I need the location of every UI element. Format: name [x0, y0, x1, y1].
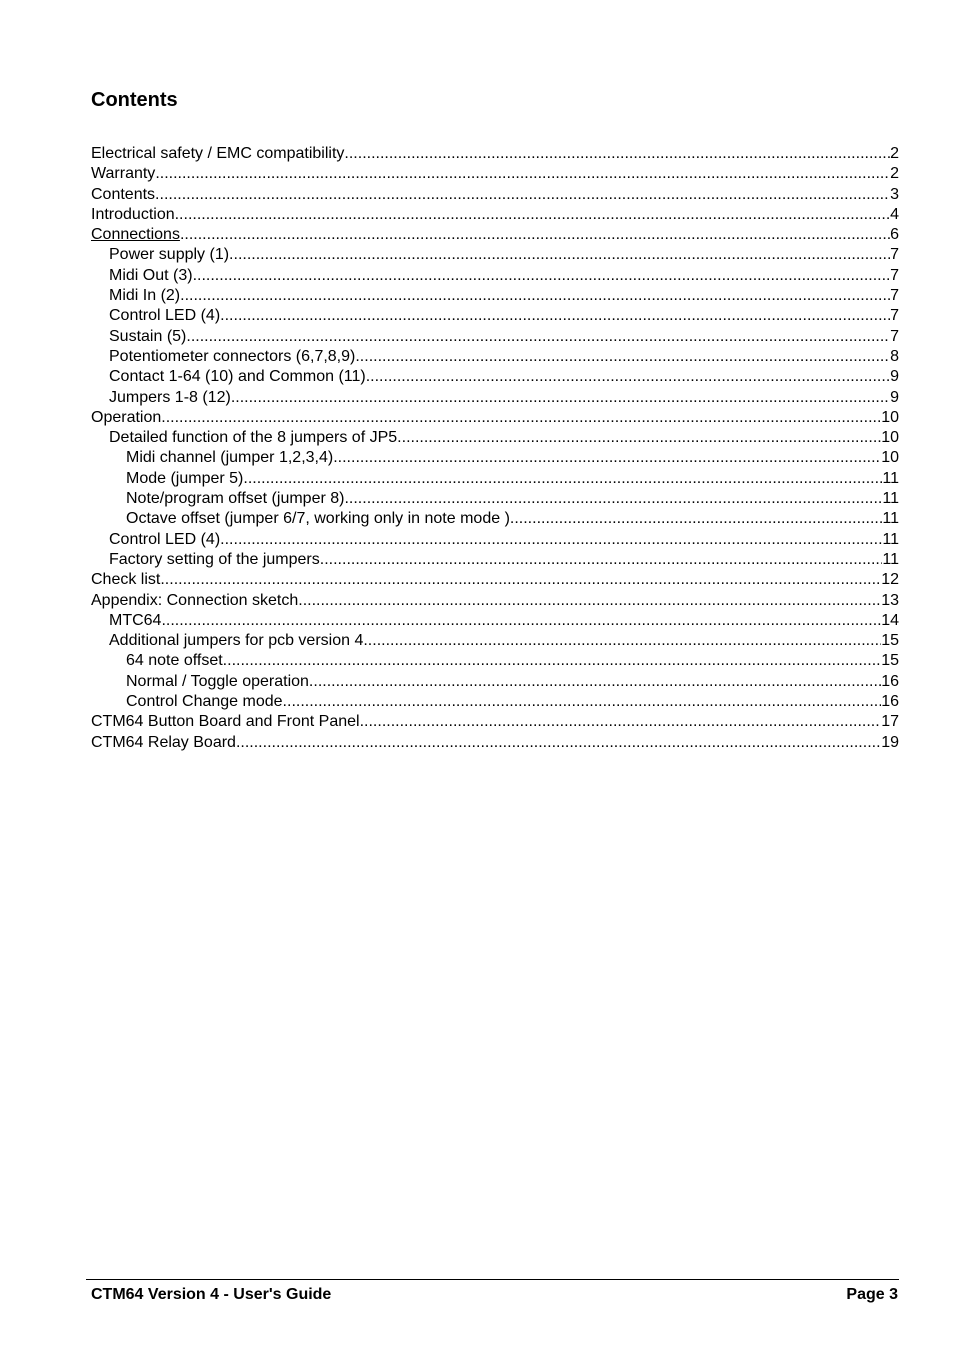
toc-entry[interactable] [91, 448, 899, 468]
toc-entry-label[interactable]: MTC64 [109, 611, 162, 629]
toc-dot-leader [229, 245, 890, 265]
toc-entry[interactable] [91, 733, 899, 753]
toc-dot-leader [283, 692, 882, 712]
toc-entry-page-number[interactable]: 11 [882, 530, 899, 548]
toc-entry-label[interactable]: Jumpers 1-8 (12) [109, 388, 231, 406]
toc-entry[interactable] [91, 367, 899, 387]
toc-entry-page-number[interactable]: 9 [890, 388, 899, 406]
toc-entry-page-number[interactable]: 7 [890, 287, 899, 305]
toc-dot-leader [510, 509, 883, 529]
footer-page-number: Page 3 [846, 1286, 898, 1303]
toc-entry-label[interactable]: Normal / Toggle operation [126, 672, 309, 690]
toc-entry[interactable] [91, 570, 899, 590]
toc-entry-label[interactable]: Electrical safety / EMC compatibility [91, 145, 345, 162]
toc-entry-page-number[interactable]: 11 [882, 469, 899, 487]
toc-entry[interactable] [91, 144, 899, 164]
toc-entry-label[interactable]: Note/program offset (jumper 8) [126, 490, 345, 508]
toc-dot-leader [155, 164, 890, 184]
footer-document-title: CTM64 Version 4 - User's Guide [91, 1286, 332, 1303]
toc-entry[interactable] [91, 164, 899, 184]
toc-entry[interactable] [91, 469, 899, 489]
toc-entry-page-number[interactable]: 12 [881, 571, 899, 589]
toc-entry[interactable] [91, 489, 899, 509]
toc-entry-page-number[interactable]: 11 [882, 490, 899, 508]
toc-entry-page-number[interactable]: 10 [881, 429, 899, 447]
toc-dot-leader [160, 570, 881, 590]
toc-entry-label[interactable]: Control LED (4) [109, 307, 221, 325]
toc-entry[interactable] [91, 245, 899, 265]
toc-entry[interactable] [91, 408, 899, 428]
footer-divider [86, 1279, 899, 1280]
toc-entry-label[interactable]: Factory setting of the jumpers [109, 550, 320, 568]
toc-entry-page-number[interactable]: 17 [881, 713, 899, 731]
toc-entry[interactable] [91, 672, 899, 692]
toc-entry[interactable] [91, 347, 899, 367]
toc-dot-leader [186, 327, 890, 347]
toc-entry[interactable] [91, 712, 899, 732]
toc-entry-label[interactable]: CTM64 Relay Board [91, 733, 236, 751]
toc-dot-leader [344, 489, 882, 509]
toc-entry[interactable] [91, 651, 899, 671]
toc-dot-leader [220, 306, 890, 326]
toc-dot-leader [360, 712, 882, 732]
toc-entry[interactable] [91, 205, 899, 225]
toc-entry-label[interactable]: Control Change mode [126, 693, 283, 711]
toc-entry-page-number[interactable]: 7 [890, 307, 899, 325]
toc-dot-leader [243, 469, 882, 489]
toc-entry-label[interactable]: Mode (jumper 5) [126, 469, 244, 487]
toc-entry[interactable] [91, 327, 899, 347]
page-title: Contents [91, 89, 178, 111]
toc-entry-label[interactable]: Check list [91, 571, 161, 589]
toc-entry-label[interactable]: Contents [91, 185, 156, 203]
toc-dot-leader [231, 388, 890, 408]
toc-entry[interactable] [91, 550, 899, 570]
toc-entry[interactable] [91, 225, 899, 245]
toc-entry-page-number[interactable]: 13 [881, 591, 899, 609]
toc-entry-label[interactable]: Midi In (2) [109, 287, 181, 305]
toc-entry-label[interactable]: Appendix: Connection sketch [91, 591, 299, 609]
toc-entry-page-number[interactable]: 4 [890, 205, 899, 223]
toc-entry-page-number[interactable]: 15 [881, 632, 899, 650]
toc-entry-label[interactable]: Power supply (1) [109, 246, 230, 264]
toc-entry[interactable] [91, 428, 899, 448]
toc-dot-leader [180, 225, 890, 245]
toc-entry-label[interactable]: Octave offset (jumper 6/7, working only in note mode ) [126, 510, 510, 528]
toc-dot-leader [161, 408, 881, 428]
toc-entry-label[interactable]: 64 note offset [126, 652, 223, 670]
toc-entry-label[interactable]: Additional jumpers for pcb version 4 [109, 632, 364, 650]
toc-dot-leader [223, 651, 882, 671]
toc-entry-page-number[interactable]: 7 [890, 327, 899, 345]
toc-entry-page-number[interactable]: 11 [882, 510, 899, 528]
toc-entry-page-number[interactable]: 15 [881, 652, 899, 670]
toc-dot-leader [333, 448, 881, 468]
toc-entry-label[interactable]: Potentiometer connectors (6,7,8,9) [109, 347, 356, 365]
toc-dot-leader [236, 733, 881, 753]
toc-entry-page-number[interactable]: 2 [890, 165, 899, 183]
toc-entry[interactable] [91, 692, 899, 712]
toc-dot-leader [175, 205, 890, 225]
toc-entry[interactable] [91, 266, 899, 286]
toc-entry-page-number[interactable]: 6 [890, 226, 899, 244]
toc-entry-page-number[interactable]: 19 [881, 733, 899, 751]
toc-entry-page-number[interactable]: 3 [890, 185, 899, 203]
toc-entry-page-number[interactable]: 16 [881, 693, 899, 711]
toc-entry[interactable] [91, 631, 899, 651]
toc-entry-label[interactable]: Midi Out (3) [109, 266, 193, 284]
toc-entry-label[interactable]: Contact 1-64 (10) and Common (11) [109, 368, 366, 386]
toc-entry-page-number[interactable]: 9 [890, 368, 899, 386]
toc-dot-leader [155, 185, 890, 205]
toc-entry-page-number[interactable]: 10 [881, 449, 899, 467]
toc-entry-label[interactable]: Operation [91, 408, 162, 426]
toc-entry[interactable] [91, 306, 899, 326]
toc-entry-page-number[interactable]: 11 [882, 550, 899, 568]
toc-dot-leader [397, 428, 881, 448]
toc-entry-page-number[interactable]: 7 [890, 246, 899, 264]
toc-entry-page-number[interactable]: 7 [890, 266, 899, 284]
toc-entry[interactable] [91, 509, 899, 529]
toc-entry-page-number[interactable]: 2 [890, 145, 899, 162]
toc-entry[interactable] [91, 185, 899, 205]
toc-dot-leader [309, 672, 881, 692]
toc-dot-leader [320, 550, 883, 570]
toc-dot-leader [180, 286, 890, 306]
toc-entry-label[interactable]: Detailed function of the 8 jumpers of JP5 [109, 429, 398, 447]
toc-entry-label[interactable]: Sustain (5) [109, 327, 187, 345]
toc-dot-leader [161, 611, 881, 631]
toc-dot-leader [193, 266, 891, 286]
toc-entry-label[interactable]: Midi channel (jumper 1,2,3,4) [126, 449, 334, 467]
toc-dot-leader [366, 367, 890, 387]
table-of-contents [91, 144, 899, 753]
toc-entry-label[interactable]: Control LED (4) [109, 530, 221, 548]
toc-dot-leader [355, 347, 890, 367]
toc-dot-leader [344, 144, 890, 164]
toc-dot-leader [363, 631, 881, 651]
toc-entry-label[interactable]: Connections [91, 226, 180, 244]
toc-entry-page-number[interactable]: 16 [881, 672, 899, 690]
toc-dot-leader [298, 591, 881, 611]
toc-entry-label[interactable]: Introduction [91, 205, 175, 223]
toc-entry-label[interactable]: CTM64 Button Board and Front Panel [91, 713, 360, 731]
toc-entry[interactable] [91, 530, 899, 550]
toc-entry-label[interactable]: Warranty [91, 165, 156, 183]
toc-dot-leader [220, 530, 882, 550]
toc-entry-page-number[interactable]: 10 [881, 408, 899, 426]
toc-entry[interactable] [91, 611, 899, 631]
toc-entry-page-number[interactable]: 14 [881, 611, 899, 629]
toc-entry[interactable] [91, 388, 899, 408]
toc-entry-page-number[interactable]: 8 [890, 347, 899, 365]
toc-entry[interactable] [91, 286, 899, 306]
toc-entry[interactable] [91, 591, 899, 611]
